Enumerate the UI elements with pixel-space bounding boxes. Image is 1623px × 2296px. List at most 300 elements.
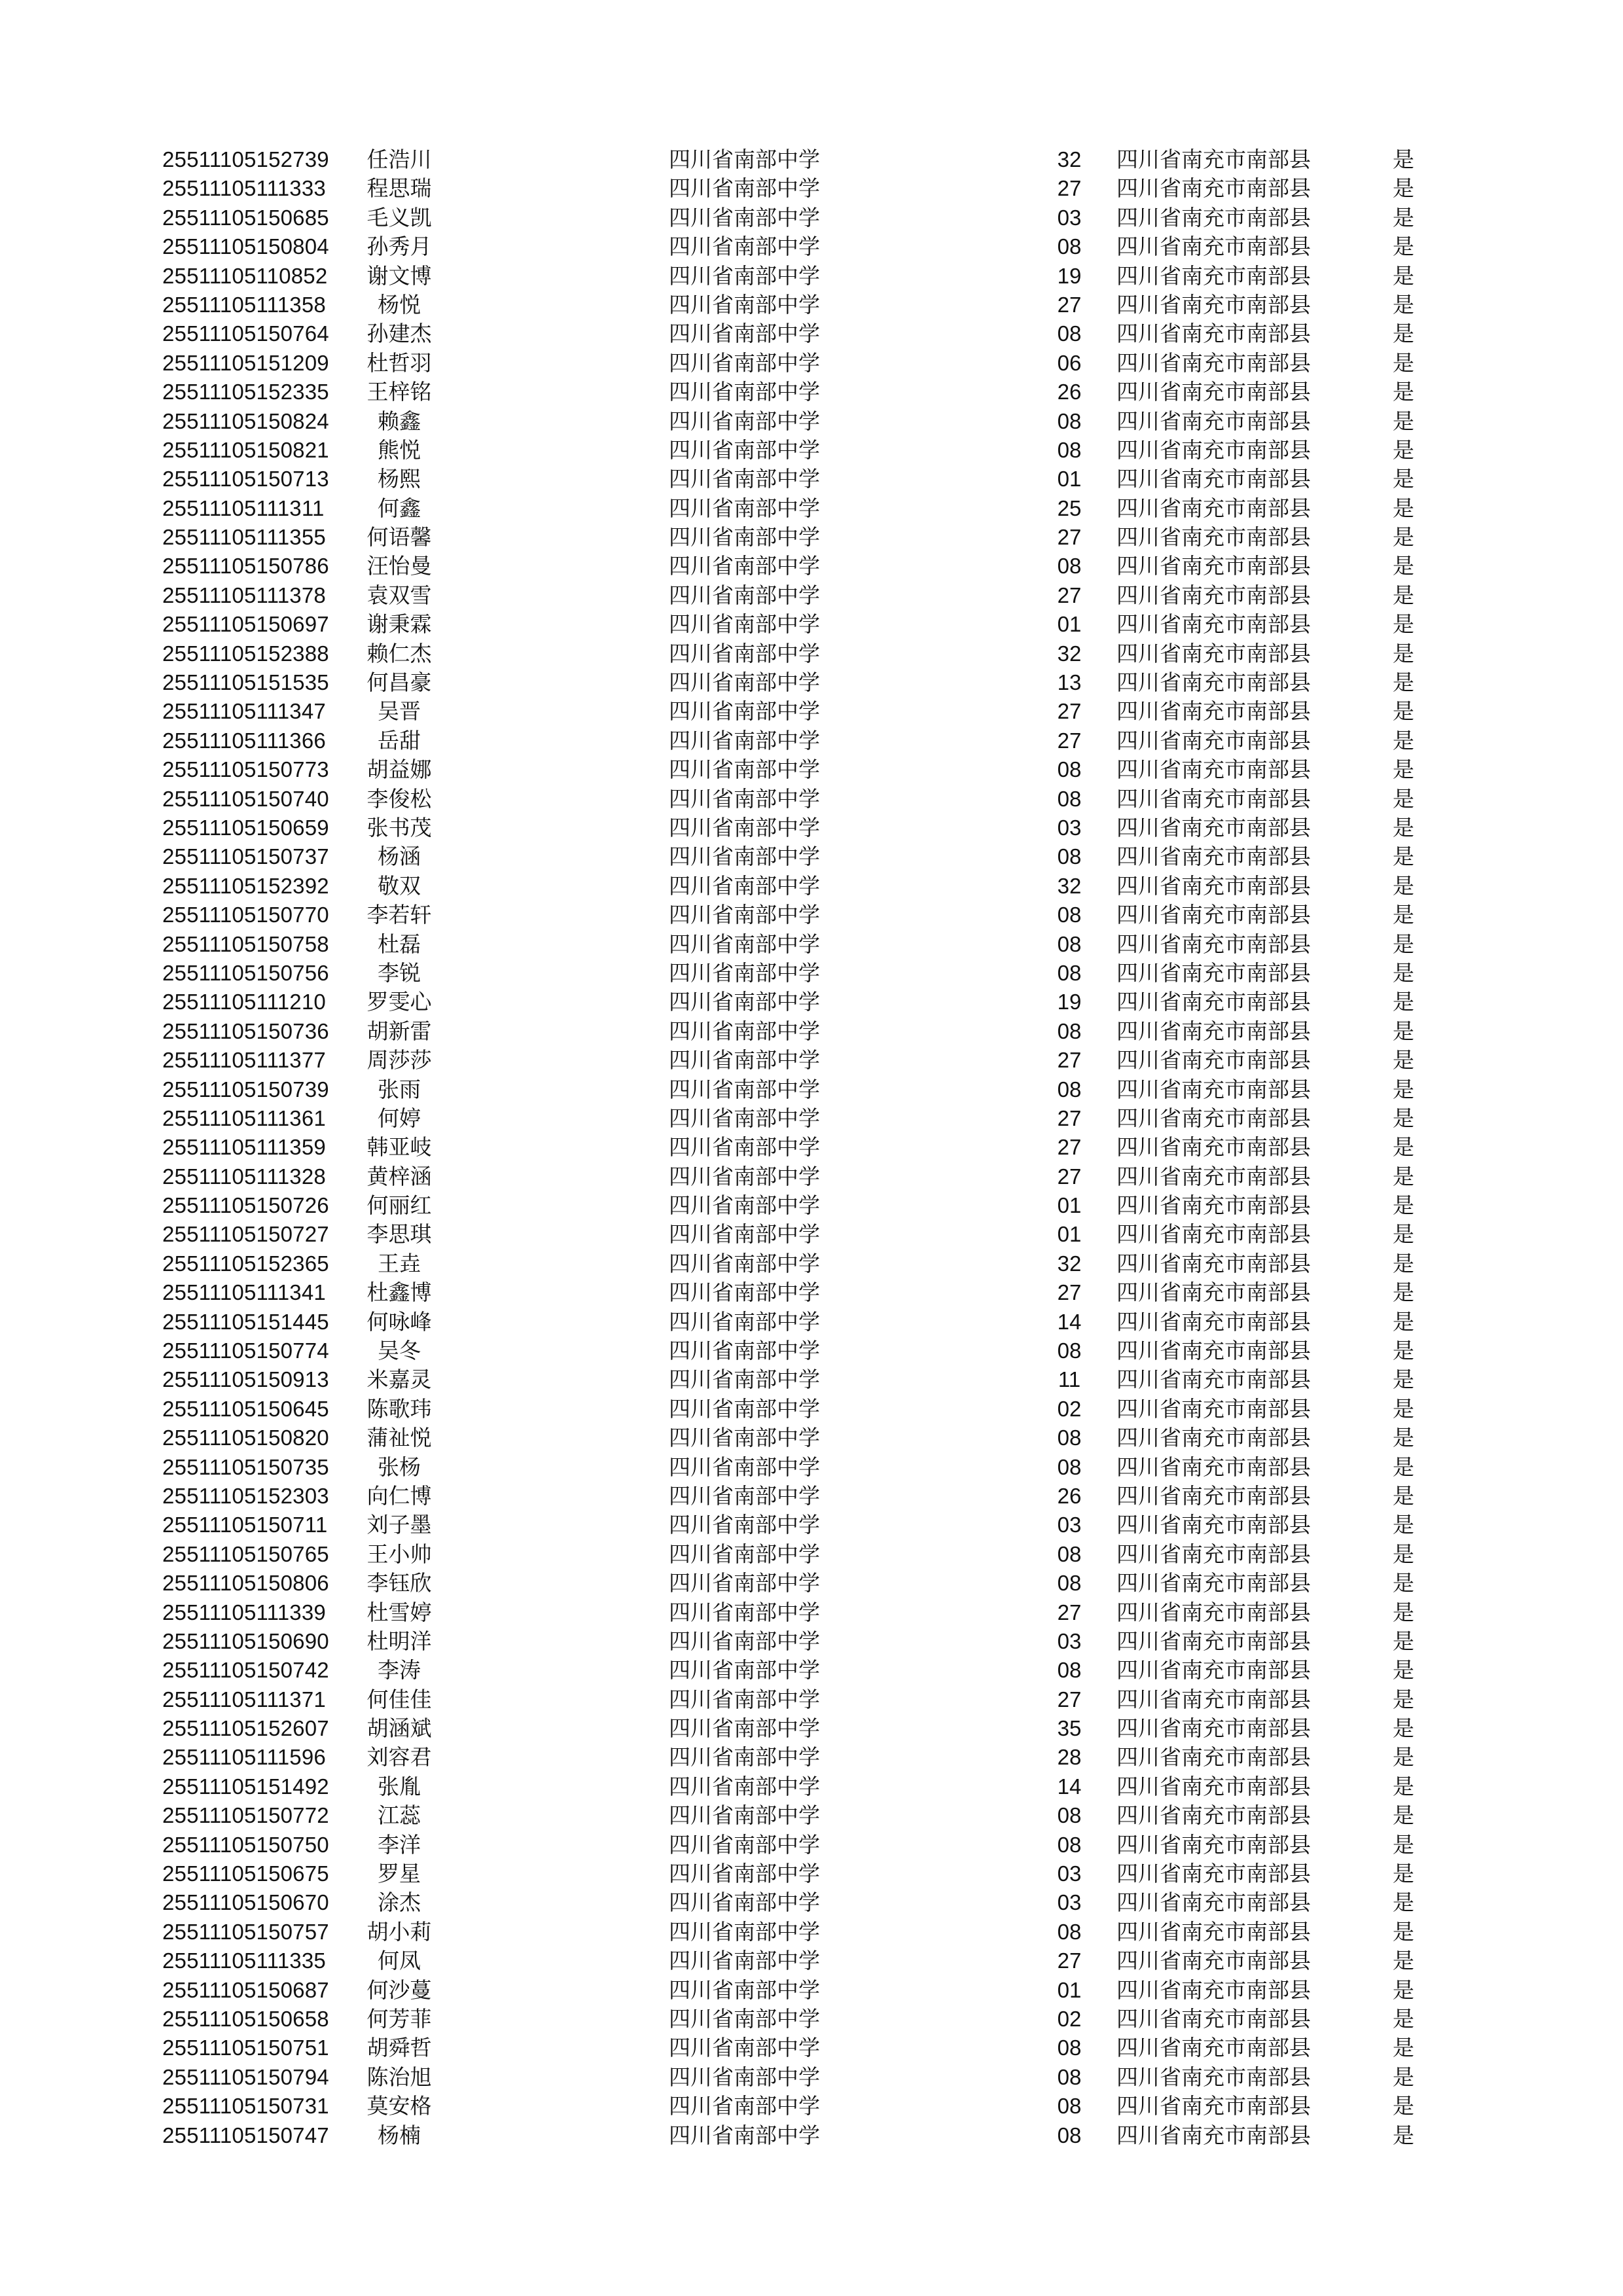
exam-id-cell: 25511105111371 [162,1687,326,1712]
student-name-cell: 向仁博 [366,1482,432,1509]
student-name-cell: 周莎莎 [366,1047,432,1073]
flag-cell: 是 [1393,1193,1414,1219]
region-cell: 四川省南充市南部县 [1116,350,1311,376]
table-row [0,1482,1623,1511]
student-list-table [0,145,1623,2150]
school-cell: 四川省南部中学 [669,408,820,434]
region-cell: 四川省南充市南部县 [1116,727,1311,753]
table-row [0,1598,1623,1627]
exam-id-cell: 25511105150736 [162,1018,329,1043]
region-cell: 四川省南充市南部县 [1116,147,1311,172]
flag-cell: 是 [1393,844,1414,870]
flag-cell: 是 [1393,1628,1414,1654]
code-cell: 19 [1057,990,1082,1014]
exam-id-cell: 25511105152739 [162,147,329,171]
student-name-cell: 莫安格 [366,2093,432,2119]
flag-cell: 是 [1393,262,1414,289]
exam-id-cell: 25511105152365 [162,1251,329,1276]
table-row [0,1075,1623,1104]
table-row [0,2121,1623,2150]
table-row [0,1685,1623,1714]
region-cell: 四川省南充市南部县 [1116,175,1311,202]
exam-id-cell: 25511105111377 [162,1048,326,1073]
table-row [0,814,1623,842]
code-cell: 08 [1057,1426,1082,1450]
student-name-cell: 江蕊 [378,1803,421,1829]
student-name-cell: 熊悦 [378,437,421,463]
student-name-cell: 敬双 [378,872,421,899]
table-row [0,726,1623,755]
flag-cell: 是 [1393,495,1414,521]
code-cell: 01 [1057,1977,1082,2002]
table-row [0,1278,1623,1307]
exam-id-cell: 25511105151445 [162,1309,329,1334]
flag-cell: 是 [1393,960,1414,986]
code-cell: 11 [1058,1367,1081,1392]
code-cell: 03 [1057,1890,1082,1915]
school-cell: 四川省南部中学 [669,757,820,783]
code-cell: 27 [1057,525,1082,550]
school-cell: 四川省南部中学 [669,698,820,725]
school-cell: 四川省南部中学 [669,2093,820,2119]
region-cell: 四川省南充市南部县 [1116,553,1311,579]
student-name-cell: 程思瑞 [366,175,432,202]
flag-cell: 是 [1393,1773,1414,1799]
table-row [0,697,1623,726]
student-name-cell: 刘容君 [366,1744,432,1770]
table-row [0,1540,1623,1569]
table-row [0,1453,1623,1482]
flag-cell: 是 [1393,350,1414,376]
school-cell: 四川省南部中学 [669,1803,820,1829]
flag-cell: 是 [1393,1018,1414,1044]
flag-cell: 是 [1393,1395,1414,1422]
table-row [0,1395,1623,1424]
exam-id-cell: 25511105150765 [162,1541,329,1566]
region-cell: 四川省南充市南部县 [1116,902,1311,928]
table-row [0,232,1623,261]
table-row [0,2034,1623,2062]
school-cell: 四川省南部中学 [669,1250,820,1276]
student-name-cell: 李思琪 [366,1221,432,1247]
code-cell: 08 [1057,234,1082,259]
exam-id-cell: 25511105111366 [162,728,326,753]
exam-id-cell: 25511105111341 [162,1280,326,1305]
code-cell: 32 [1057,1251,1082,1276]
flag-cell: 是 [1393,814,1414,840]
student-name-cell: 何昌豪 [366,670,432,696]
student-name-cell: 李涛 [378,1657,421,1683]
exam-id-cell: 25511105150711 [162,1513,328,1537]
flag-cell: 是 [1393,670,1414,696]
school-cell: 四川省南部中学 [669,670,820,696]
school-cell: 四川省南部中学 [669,1918,820,1945]
region-cell: 四川省南充市南部县 [1116,1570,1311,1596]
student-name-cell: 米嘉灵 [366,1367,432,1393]
code-cell: 08 [1057,554,1082,579]
flag-cell: 是 [1393,582,1414,608]
table-row [0,1308,1623,1336]
school-cell: 四川省南部中学 [669,1948,820,1974]
exam-id-cell: 25511105150685 [162,205,329,230]
table-row [0,145,1623,174]
code-cell: 14 [1057,1309,1082,1334]
table-row [0,378,1623,406]
exam-id-cell: 25511105150670 [162,1890,329,1915]
table-row [0,930,1623,959]
student-name-cell: 胡涵斌 [366,1715,432,1742]
exam-id-cell: 25511105150772 [162,1803,329,1828]
student-name-cell: 罗雯心 [366,989,432,1015]
student-name-cell: 汪怡曼 [366,553,432,579]
school-cell: 四川省南部中学 [669,582,820,608]
student-name-cell: 李钰欣 [366,1570,432,1596]
school-cell: 四川省南部中学 [669,1773,820,1799]
flag-cell: 是 [1393,1715,1414,1742]
school-cell: 四川省南部中学 [669,844,820,870]
school-cell: 四川省南部中学 [669,1221,820,1247]
student-name-cell: 吴晋 [378,698,421,725]
school-cell: 四川省南部中学 [669,1541,820,1567]
flag-cell: 是 [1393,204,1414,230]
exam-id-cell: 25511105150786 [162,554,329,579]
student-name-cell: 何语馨 [366,524,432,550]
code-cell: 08 [1057,903,1082,927]
exam-id-cell: 25511105150804 [162,234,329,259]
flag-cell: 是 [1393,1541,1414,1567]
school-cell: 四川省南部中学 [669,785,820,812]
flag-cell: 是 [1393,902,1414,928]
exam-id-cell: 25511105111361 [162,1105,326,1130]
school-cell: 四川省南部中学 [669,291,820,317]
exam-id-cell: 25511105111210 [162,990,326,1014]
code-cell: 03 [1057,815,1082,840]
school-cell: 四川省南部中学 [669,1425,820,1451]
student-name-cell: 何凤 [378,1948,421,1974]
region-cell: 四川省南充市南部县 [1116,757,1311,783]
code-cell: 27 [1057,1164,1082,1189]
flag-cell: 是 [1393,147,1414,172]
student-name-cell: 涂杰 [378,1890,421,1916]
code-cell: 25 [1057,495,1082,520]
flag-cell: 是 [1393,872,1414,899]
table-row [0,1918,1623,1946]
school-cell: 四川省南部中学 [669,234,820,260]
code-cell: 13 [1057,670,1082,695]
table-row [0,1133,1623,1162]
flag-cell: 是 [1393,1250,1414,1276]
region-cell: 四川省南充市南部县 [1116,1193,1311,1219]
code-cell: 08 [1057,2094,1082,2119]
code-cell: 08 [1057,1454,1082,1479]
region-cell: 四川省南充市南部县 [1116,872,1311,899]
region-cell: 四川省南充市南部县 [1116,321,1311,347]
exam-id-cell: 25511105152607 [162,1716,329,1741]
region-cell: 四川省南充市南部县 [1116,204,1311,230]
school-cell: 四川省南部中学 [669,1599,820,1625]
school-cell: 四川省南部中学 [669,1977,820,2003]
student-name-cell: 刘子墨 [366,1512,432,1538]
school-cell: 四川省南部中学 [669,262,820,289]
flag-cell: 是 [1393,727,1414,753]
flag-cell: 是 [1393,698,1414,725]
school-cell: 四川省南部中学 [669,1047,820,1073]
table-row [0,901,1623,929]
region-cell: 四川省南充市南部县 [1116,1744,1311,1770]
code-cell: 27 [1057,1687,1082,1712]
region-cell: 四川省南充市南部县 [1116,234,1311,260]
student-name-cell: 张胤 [378,1773,421,1799]
school-cell: 四川省南部中学 [669,902,820,928]
flag-cell: 是 [1393,437,1414,463]
exam-id-cell: 25511105111378 [162,583,326,607]
table-row [0,1046,1623,1075]
school-cell: 四川省南部中学 [669,437,820,463]
exam-id-cell: 25511105150773 [162,757,329,782]
school-cell: 四川省南部中学 [669,2035,820,2061]
code-cell: 14 [1057,1774,1082,1799]
exam-id-cell: 25511105150697 [162,612,329,637]
flag-cell: 是 [1393,1890,1414,1916]
exam-id-cell: 25511105150690 [162,1628,329,1653]
table-row [0,610,1623,639]
exam-id-cell: 25511105150742 [162,1658,329,1683]
student-name-cell: 杜磊 [378,931,421,957]
code-cell: 26 [1057,1483,1082,1508]
code-cell: 32 [1057,641,1082,666]
school-cell: 四川省南部中学 [669,611,820,637]
student-name-cell: 王垚 [378,1250,421,1276]
school-cell: 四川省南部中学 [669,1454,820,1480]
student-name-cell: 杨涵 [378,844,421,870]
flag-cell: 是 [1393,1744,1414,1770]
code-cell: 01 [1057,1193,1082,1218]
table-row [0,1772,1623,1801]
code-cell: 08 [1057,437,1082,462]
exam-id-cell: 25511105111333 [162,176,326,201]
region-cell: 四川省南充市南部县 [1116,2122,1311,2148]
exam-id-cell: 25511105150774 [162,1338,329,1363]
table-row [0,552,1623,581]
student-name-cell: 袁双雪 [366,582,432,608]
student-name-cell: 杨熙 [378,466,421,492]
flag-cell: 是 [1393,1948,1414,1974]
exam-id-cell: 25511105150739 [162,1077,329,1102]
flag-cell: 是 [1393,1831,1414,1857]
exam-id-cell: 25511105111339 [162,1600,326,1624]
exam-id-cell: 25511105111335 [162,1948,326,1973]
student-name-cell: 孙秀月 [366,234,432,260]
code-cell: 27 [1057,1048,1082,1073]
region-cell: 四川省南充市南部县 [1116,1657,1311,1683]
table-row [0,262,1623,291]
code-cell: 08 [1057,931,1082,956]
school-cell: 四川省南部中学 [669,1395,820,1422]
region-cell: 四川省南充市南部县 [1116,1454,1311,1480]
region-cell: 四川省南充市南部县 [1116,1512,1311,1538]
student-name-cell: 胡舜哲 [366,2035,432,2061]
code-cell: 08 [1057,1832,1082,1857]
school-cell: 四川省南部中学 [669,1628,820,1654]
table-row [0,1336,1623,1365]
student-name-cell: 赖鑫 [378,408,421,434]
student-name-cell: 胡益娜 [366,757,432,783]
table-row [0,581,1623,610]
flag-cell: 是 [1393,1570,1414,1596]
region-cell: 四川省南充市南部县 [1116,640,1311,666]
flag-cell: 是 [1393,234,1414,260]
school-cell: 四川省南部中学 [669,1076,820,1102]
school-cell: 四川省南部中学 [669,931,820,957]
region-cell: 四川省南充市南部县 [1116,2006,1311,2032]
table-row [0,1191,1623,1220]
exam-id-cell: 25511105150757 [162,1919,329,1944]
exam-id-cell: 25511105151209 [162,350,329,375]
school-cell: 四川省南部中学 [669,553,820,579]
table-row [0,1569,1623,1598]
code-cell: 27 [1057,292,1082,317]
flag-cell: 是 [1393,1977,1414,2003]
student-name-cell: 胡小莉 [366,1918,432,1945]
table-row [0,291,1623,319]
region-cell: 四川省南充市南部县 [1116,814,1311,840]
region-cell: 四川省南充市南部县 [1116,582,1311,608]
flag-cell: 是 [1393,1657,1414,1683]
flag-cell: 是 [1393,321,1414,347]
exam-id-cell: 25511105150824 [162,408,329,433]
school-cell: 四川省南部中学 [669,1512,820,1538]
school-cell: 四川省南部中学 [669,2006,820,2032]
region-cell: 四川省南充市南部县 [1116,1280,1311,1306]
student-name-cell: 杜哲羽 [366,350,432,376]
exam-id-cell: 25511105150658 [162,2007,329,2031]
student-name-cell: 何丽红 [366,1193,432,1219]
student-name-cell: 杨悦 [378,291,421,317]
region-cell: 四川省南充市南部县 [1116,262,1311,289]
flag-cell: 是 [1393,1425,1414,1451]
region-cell: 四川省南充市南部县 [1116,1890,1311,1916]
code-cell: 08 [1057,1803,1082,1828]
flag-cell: 是 [1393,1454,1414,1480]
region-cell: 四川省南充市南部县 [1116,611,1311,637]
table-row [0,1888,1623,1917]
region-cell: 四川省南充市南部县 [1116,1134,1311,1160]
school-cell: 四川省南部中学 [669,1338,820,1364]
flag-cell: 是 [1393,1338,1414,1364]
student-name-cell: 王梓铭 [366,379,432,405]
school-cell: 四川省南部中学 [669,2122,820,2148]
table-row [0,349,1623,378]
table-row [0,1743,1623,1772]
region-cell: 四川省南充市南部县 [1116,495,1311,521]
school-cell: 四川省南部中学 [669,1831,820,1857]
region-cell: 四川省南充市南部县 [1116,524,1311,550]
exam-id-cell: 25511105111355 [162,525,326,550]
school-cell: 四川省南部中学 [669,321,820,347]
table-row [0,1424,1623,1452]
region-cell: 四川省南充市南部县 [1116,2035,1311,2061]
region-cell: 四川省南充市南部县 [1116,408,1311,434]
student-name-cell: 何芳菲 [366,2006,432,2032]
flag-cell: 是 [1393,2035,1414,2061]
school-cell: 四川省南部中学 [669,1134,820,1160]
student-name-cell: 赖仁杰 [366,640,432,666]
flag-cell: 是 [1393,1134,1414,1160]
region-cell: 四川省南充市南部县 [1116,1918,1311,1945]
table-row [0,1365,1623,1394]
school-cell: 四川省南部中学 [669,989,820,1015]
region-cell: 四川省南充市南部县 [1116,1076,1311,1102]
flag-cell: 是 [1393,611,1414,637]
flag-cell: 是 [1393,640,1414,666]
flag-cell: 是 [1393,989,1414,1015]
flag-cell: 是 [1393,408,1414,434]
code-cell: 08 [1057,408,1082,433]
student-name-cell: 韩亚岐 [366,1134,432,1160]
code-cell: 02 [1057,2007,1082,2031]
region-cell: 四川省南充市南部县 [1116,1803,1311,1829]
code-cell: 08 [1057,1077,1082,1102]
school-cell: 四川省南部中学 [669,640,820,666]
exam-id-cell: 25511105150675 [162,1861,329,1886]
table-row [0,1801,1623,1830]
exam-id-cell: 25511105150806 [162,1571,329,1596]
table-row [0,2005,1623,2034]
exam-id-cell: 25511105150645 [162,1396,329,1421]
region-cell: 四川省南充市南部县 [1116,466,1311,492]
exam-id-cell: 25511105150820 [162,1426,329,1450]
flag-cell: 是 [1393,1512,1414,1538]
exam-id-cell: 25511105150735 [162,1454,329,1479]
region-cell: 四川省南充市南部县 [1116,1686,1311,1712]
student-name-cell: 李若轩 [366,902,432,928]
region-cell: 四川省南充市南部县 [1116,1541,1311,1567]
region-cell: 四川省南充市南部县 [1116,1163,1311,1189]
exam-id-cell: 25511105150726 [162,1193,329,1218]
table-row [0,872,1623,901]
code-cell: 08 [1057,1018,1082,1043]
code-cell: 27 [1057,583,1082,607]
region-cell: 四川省南充市南部县 [1116,1338,1311,1364]
table-row [0,1017,1623,1046]
table-row [0,639,1623,668]
table-row [0,1714,1623,1743]
exam-id-cell: 25511105150756 [162,960,329,985]
exam-id-cell: 25511105151492 [162,1774,329,1799]
region-cell: 四川省南充市南部县 [1116,1861,1311,1887]
region-cell: 四川省南充市南部县 [1116,1308,1311,1335]
school-cell: 四川省南部中学 [669,495,820,521]
student-name-cell: 王小帅 [366,1541,432,1567]
region-cell: 四川省南充市南部县 [1116,1105,1311,1131]
flag-cell: 是 [1393,1599,1414,1625]
student-name-cell: 毛义凯 [366,204,432,230]
school-cell: 四川省南部中学 [669,960,820,986]
flag-cell: 是 [1393,175,1414,202]
region-cell: 四川省南充市南部县 [1116,989,1311,1015]
exam-id-cell: 25511105150659 [162,815,329,840]
table-row [0,1831,1623,1859]
code-cell: 26 [1057,380,1082,404]
flag-cell: 是 [1393,931,1414,957]
code-cell: 03 [1057,1513,1082,1537]
school-cell: 四川省南部中学 [669,1715,820,1742]
school-cell: 四川省南部中学 [669,1018,820,1044]
flag-cell: 是 [1393,1105,1414,1131]
table-row [0,1976,1623,2005]
school-cell: 四川省南部中学 [669,1367,820,1393]
region-cell: 四川省南充市南部县 [1116,1715,1311,1742]
